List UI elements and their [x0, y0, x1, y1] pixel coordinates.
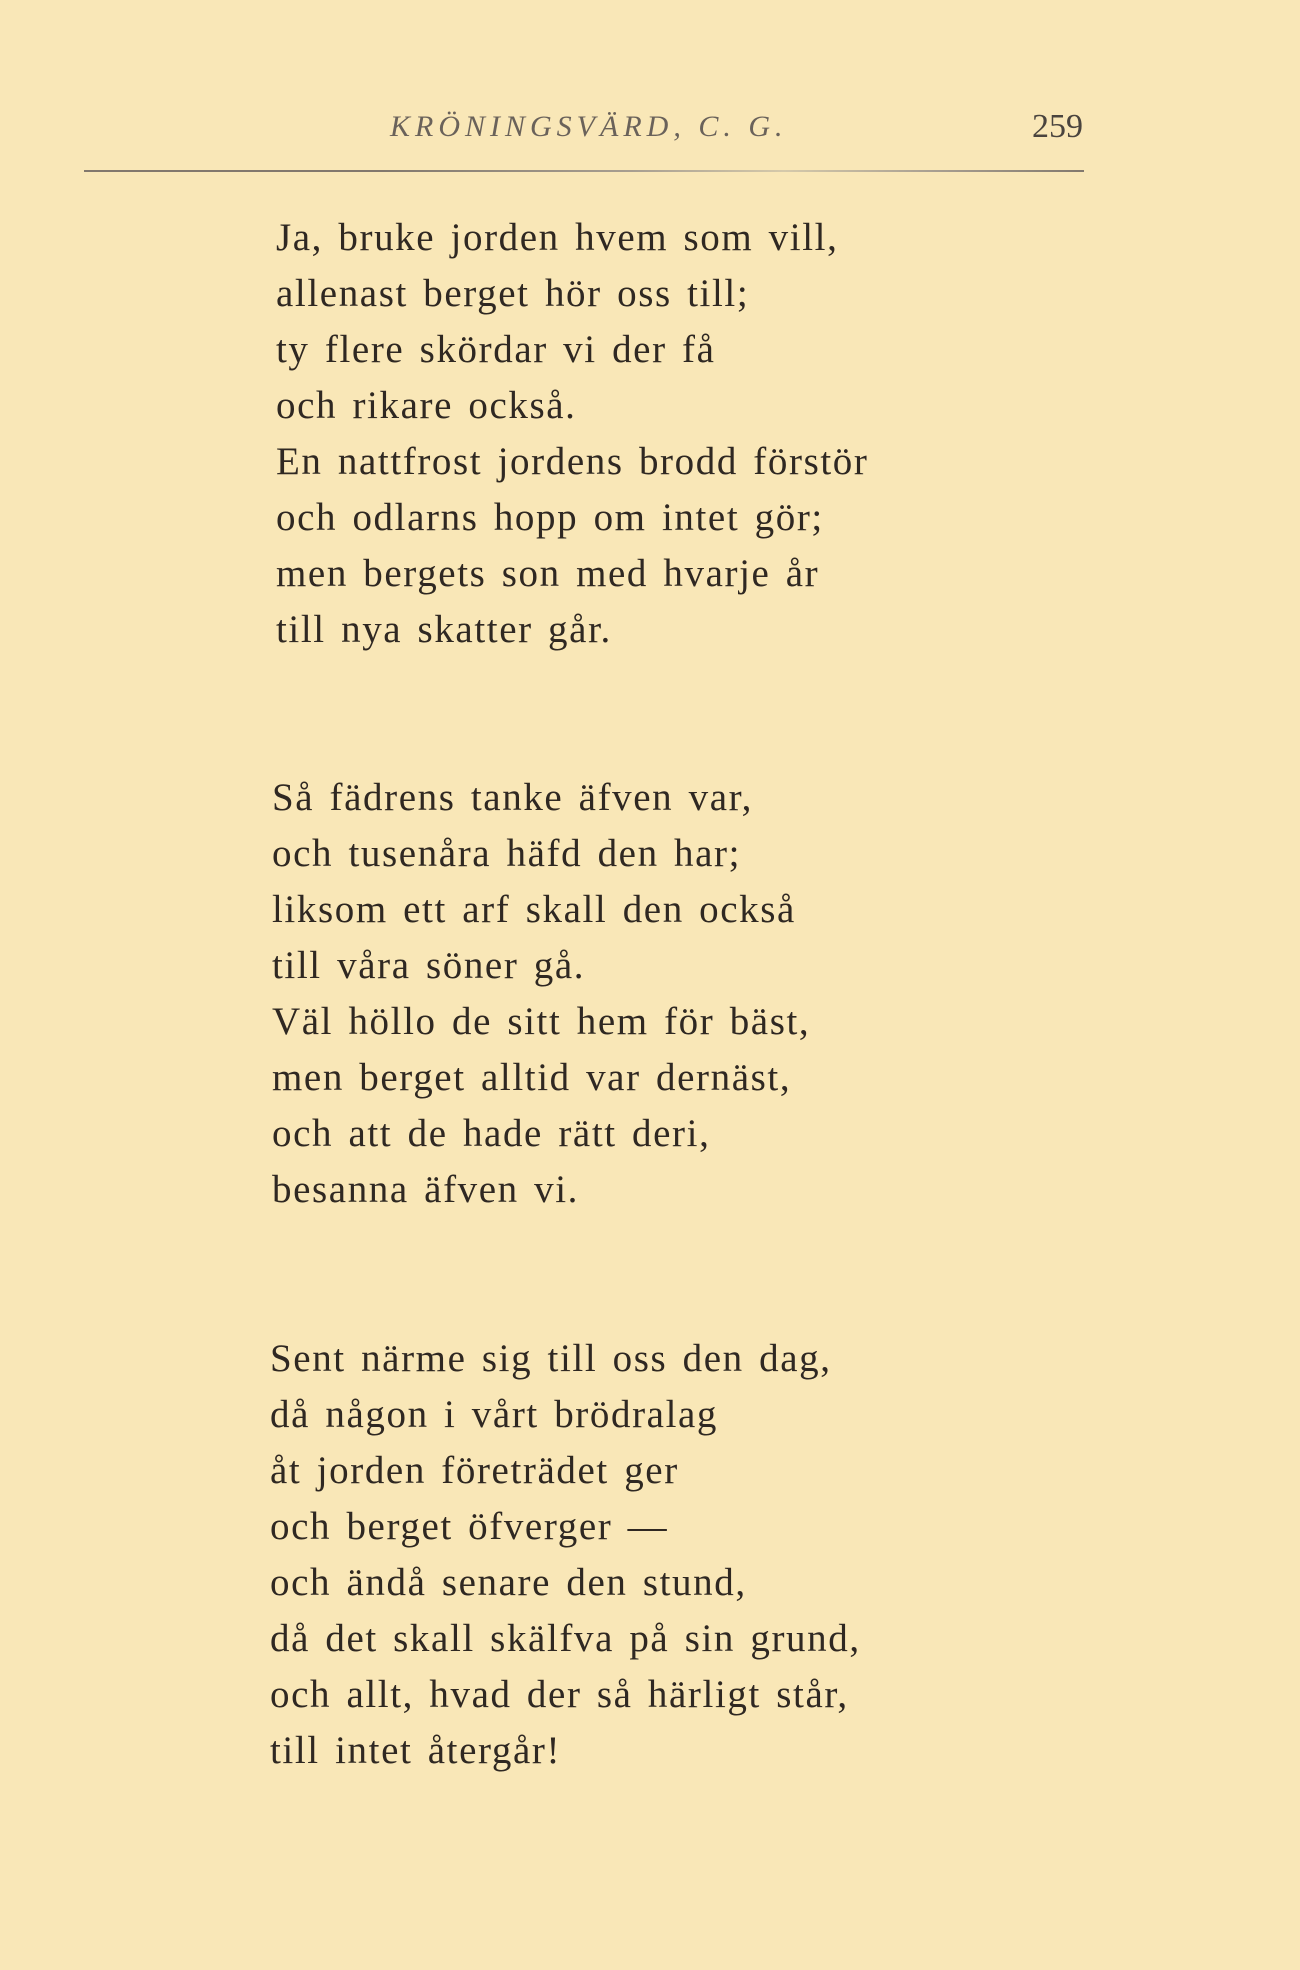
- poem-line: till nya skatter går.: [276, 608, 612, 651]
- poem-line: ty flere skördar vi der få: [276, 328, 716, 371]
- running-title: KRÖNINGSVÄRD, C. G.: [390, 110, 788, 143]
- poem-line: Sent närme sig till oss den dag,: [270, 1337, 832, 1380]
- poem-line: En nattfrost jordens brodd förstör: [276, 440, 869, 483]
- poem-line: till våra söner gå.: [272, 944, 586, 987]
- poem-line: Väl höllo de sitt hem för bäst,: [272, 1000, 811, 1043]
- poem-line: till intet återgår!: [270, 1729, 562, 1772]
- poem-line: Ja, bruke jorden hvem som vill,: [276, 216, 839, 259]
- poem-line: men berget alltid var dernäst,: [272, 1056, 792, 1099]
- poem-line: och att de hade rätt deri,: [272, 1112, 711, 1155]
- poem-line: och allt, hvad der så härligt står,: [270, 1673, 849, 1716]
- page-number: 259: [1032, 108, 1083, 145]
- poem-line: då någon i vårt brödralag: [270, 1393, 719, 1436]
- poem-line: Så fädrens tanke äfven var,: [272, 776, 754, 819]
- poem-line: och berget öfverger —: [270, 1505, 669, 1548]
- poem-line: och ändå senare den stund,: [270, 1561, 747, 1604]
- poem-line: liksom ett arf skall den också: [272, 888, 796, 931]
- poem-line: då det skall skälfva på sin grund,: [270, 1617, 861, 1660]
- poem-line: men bergets son med hvarje år: [276, 552, 820, 595]
- poem-line: och tusenåra häfd den har;: [272, 832, 742, 875]
- stanza-2: [272, 770, 1072, 1218]
- stanza-3: [270, 1331, 1070, 1779]
- poem-line: och odlarns hopp om intet gör;: [276, 496, 824, 539]
- poem-line: allenast berget hör oss till;: [276, 272, 750, 315]
- header-rule: [84, 170, 1084, 172]
- stanza-1: [276, 210, 1076, 658]
- poem-line: besanna äfven vi.: [272, 1168, 580, 1211]
- poem-line: och rikare också.: [276, 384, 577, 427]
- poem-line: åt jorden företrädet ger: [270, 1449, 679, 1492]
